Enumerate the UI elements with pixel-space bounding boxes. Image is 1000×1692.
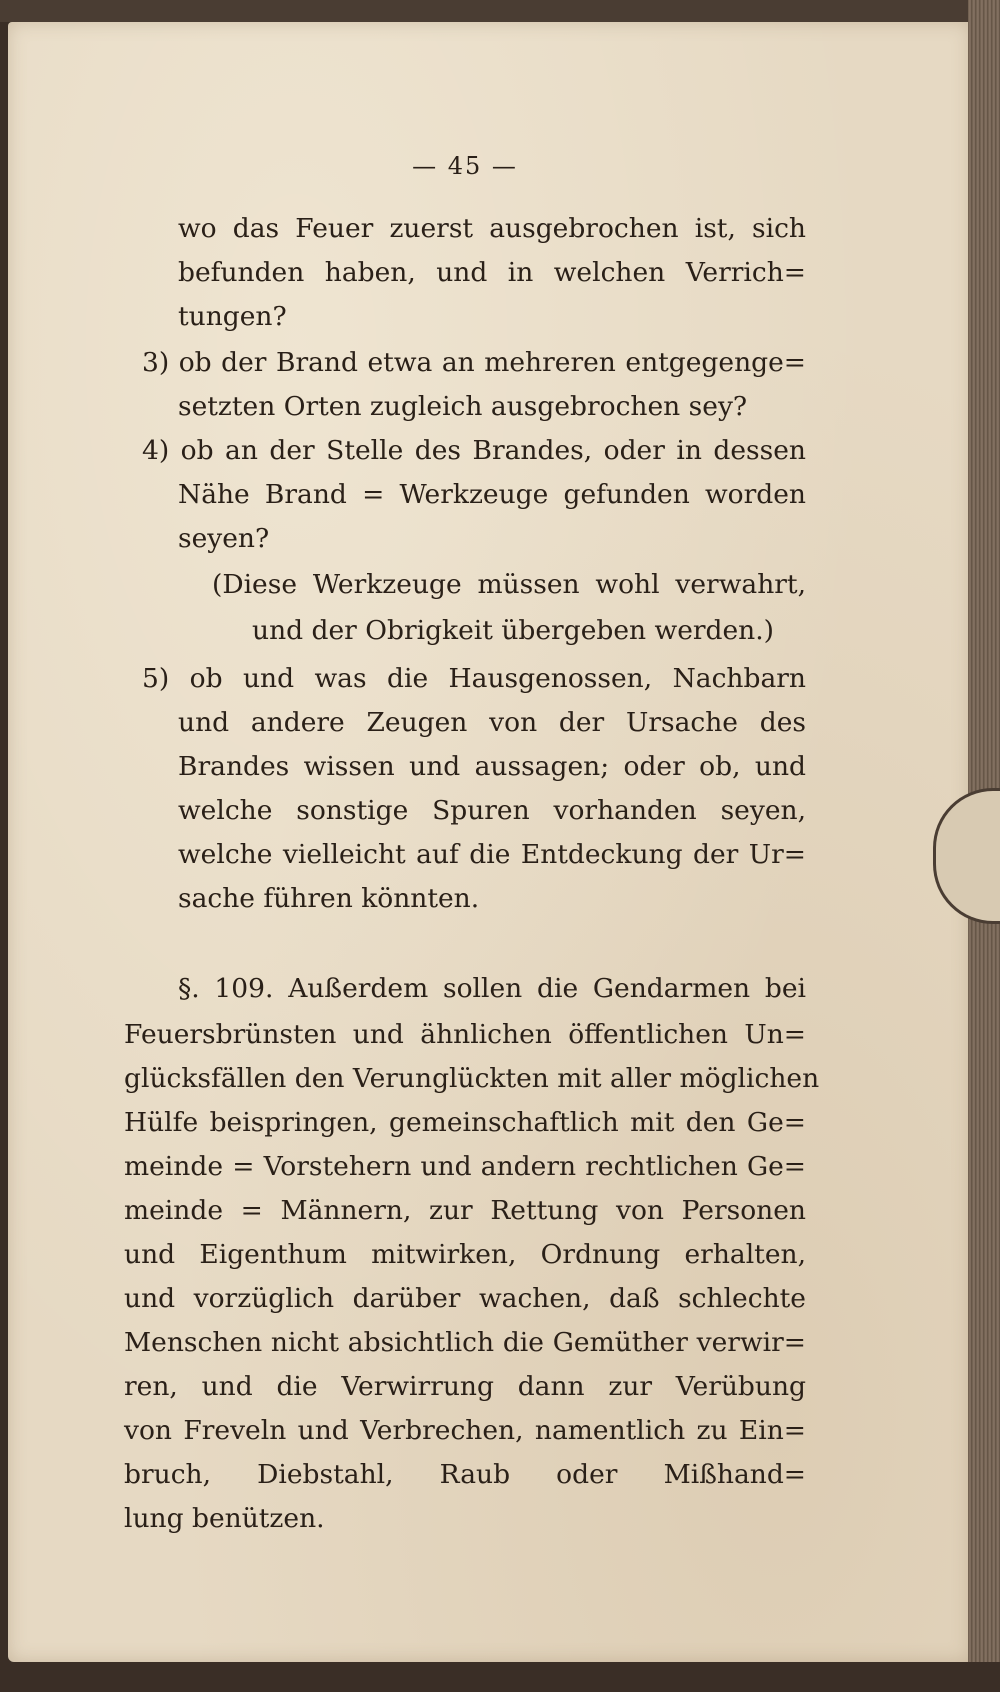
text-line: 3) ob der Brand etwa an mehreren entgegenge= — [142, 347, 806, 378]
text-line: setzten Orten zugleich ausgebrochen sey? — [178, 391, 748, 422]
text-line: 4) ob an der Stelle des Brandes, oder in dessen — [142, 435, 806, 466]
text-line: (Diese Werkzeuge müssen wohl verwahrt, — [212, 569, 806, 600]
text-line: welche vielleicht auf die Entdeckung der Ur= — [178, 839, 806, 870]
text-line: und Eigenthum mitwirken, Ordnung erhalten, — [124, 1239, 806, 1270]
text-line: Menschen nicht absichtlich die Gemüther verwir= — [124, 1327, 806, 1358]
text-line: bruch, Diebstahl, Raub oder Mißhand= — [124, 1459, 806, 1490]
text-line: und vorzüglich darüber wachen, daß schlechte — [124, 1283, 806, 1314]
text-line: und der Obrigkeit übergeben werden.) — [252, 615, 775, 646]
text-line: Hülfe beispringen, gemeinschaftlich mit den Ge= — [124, 1107, 806, 1138]
text-line: Brandes wissen und aussagen; oder ob, und — [178, 751, 806, 782]
text-line: Feuersbrünsten und ähnlichen öffentlichen Un= — [124, 1019, 806, 1050]
text-line: 5) ob und was die Hausgenossen, Nachbarn — [142, 663, 806, 694]
text-line: glücksfällen den Verunglückten mit aller möglichen — [124, 1063, 820, 1094]
text-line: tungen? — [178, 301, 287, 332]
text-line: lung benützen. — [124, 1503, 325, 1534]
text-line: und andere Zeugen von der Ursache des — [178, 707, 806, 738]
page-number: — 45 — — [412, 152, 518, 180]
text-line: meinde = Vorstehern und andern rechtlichen Ge= — [124, 1151, 806, 1182]
section-heading-line: §. 109. Außerdem sollen die Gendarmen bei — [178, 973, 806, 1004]
text-line: sache führen könnten. — [178, 883, 480, 914]
text-line: ren, und die Verwirrung dann zur Verübung — [124, 1371, 806, 1402]
text-line: meinde = Männern, zur Rettung von Personen — [124, 1195, 806, 1226]
text-line: wo das Feuer zuerst ausgebrochen ist, sich — [178, 213, 806, 244]
text-line: Nähe Brand = Werkzeuge gefunden worden — [178, 479, 806, 510]
text-line: welche sonstige Spuren vorhanden seyen, — [178, 795, 806, 826]
text-line: seyen? — [178, 523, 270, 554]
text-line: von Freveln und Verbrechen, namentlich zu Ein= — [124, 1415, 806, 1446]
text-line: befunden haben, und in welchen Verrich= — [178, 257, 806, 288]
